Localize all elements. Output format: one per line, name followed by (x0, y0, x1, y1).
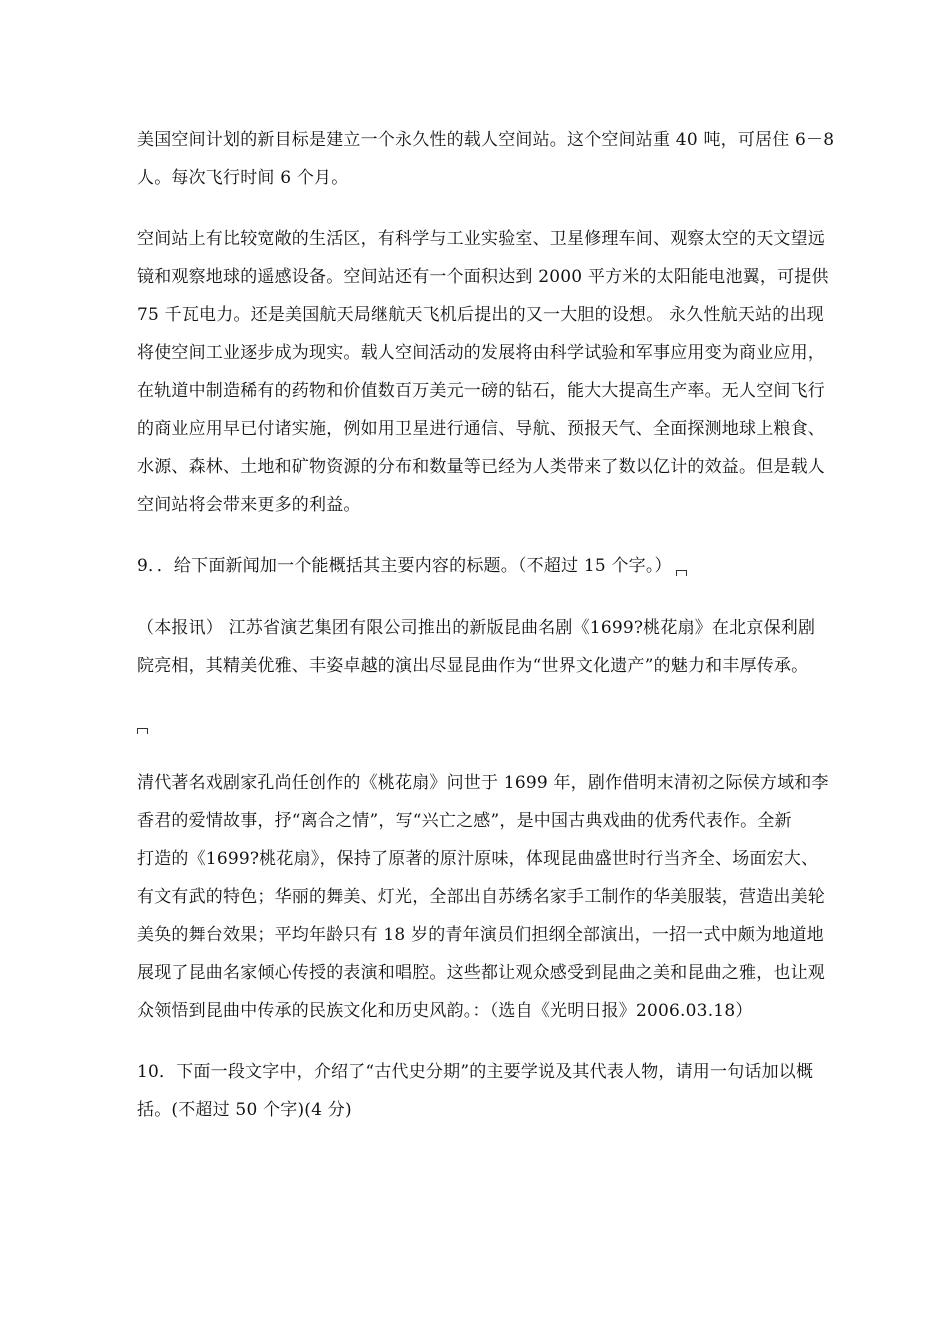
question-9 (137, 554, 687, 578)
text-line: 镜和观察地球的遥感设备。空间站还有一个面积达到 2000 平方米的太阳能电池翼，可提供 (137, 267, 829, 287)
text-line: 展现了昆曲名家倾心传授的表演和唱腔。这些都让观众感受到昆曲之美和昆曲之雅，也让观 (137, 963, 825, 983)
text-line: 空间站将会带来更多的利益。 (137, 495, 361, 515)
text-line: 打造的《1699?桃花扇》，保持了原著的原汁原味，体现昆曲盛世时行当齐全、场面宏大、 (137, 849, 819, 869)
text-line: 的商业应用早已付诸实施，例如用卫星进行通信、导航、预报天气、全面探测地球上粮食、 (137, 419, 825, 439)
text-line: 括。(不超过 50 个字)(4 分) (137, 1100, 352, 1120)
question-9-text: 9．．给下面新闻加一个能概括其主要内容的标题。（不超过 15 个字。） (137, 556, 672, 576)
text-line: 水源、森林、土地和矿物资源的分布和数量等已经为人类带来了数以亿计的效益。但是载人 (137, 457, 825, 477)
text-line: 有文有武的特色；华丽的舞美、灯光，全部出自苏绣名家手工制作的华美服装，营造出美轮 (137, 887, 825, 907)
text-line: 空间站上有比较宽敞的生活区，有科学与工业实验室、卫星修理车间、观察太空的天文望远 (137, 229, 825, 249)
text-line: 将使空间工业逐步成为现实。载人空间活动的发展将由科学试验和军事应用变为商业应用， (137, 343, 825, 363)
text-line: 清代著名戏剧家孔尚任创作的《桃花扇》问世于 1699 年，剧作借明末清初之际侯方域和李 (137, 773, 829, 793)
text-line: 众领悟到昆曲中传承的民族文化和历史风韵。：（选自《光明日报》2006.03.18） (137, 1001, 753, 1021)
bracket-mark-icon (137, 728, 148, 734)
text-line: （本报讯） 江苏省演艺集团有限公司推出的新版昆曲名剧《1699?桃花扇》在北京保利剧 (137, 618, 816, 638)
text-line: 香君的爱情故事，抒“离合之情”，写“兴亡之感”，是中国古典戏曲的优秀代表作。全新 (137, 811, 792, 831)
bracket-mark-icon (676, 570, 687, 576)
text-line: 人。每次飞行时间 6 个月。 (137, 168, 349, 188)
text-line: 75 千瓦电力。还是美国航天局继航天飞机后提出的又一大胆的设想。 永久性航天站的出现 (137, 305, 824, 325)
text-line: 院亮相，其精美优雅、丰姿卓越的演出尽显昆曲作为“世界文化遗产”的魅力和丰厚传承。 (137, 656, 809, 676)
text-line: 10．下面一段文字中，介绍了“古代史分期”的主要学说及其代表人物，请用一句话加以概 (137, 1062, 814, 1082)
text-line: 美国空间计划的新目标是建立一个永久性的载人空间站。这个空间站重 40 吨，可居住 6－8 (137, 130, 835, 150)
text-line: 在轨道中制造稀有的药物和价值数百万美元一磅的钻石，能大大提高生产率。无人空间飞行 (137, 381, 825, 401)
text-line: 美奂的舞台效果；平均年龄只有 18 岁的青年演员们担纲全部演出，一招一式中颇为地道地 (137, 925, 824, 945)
